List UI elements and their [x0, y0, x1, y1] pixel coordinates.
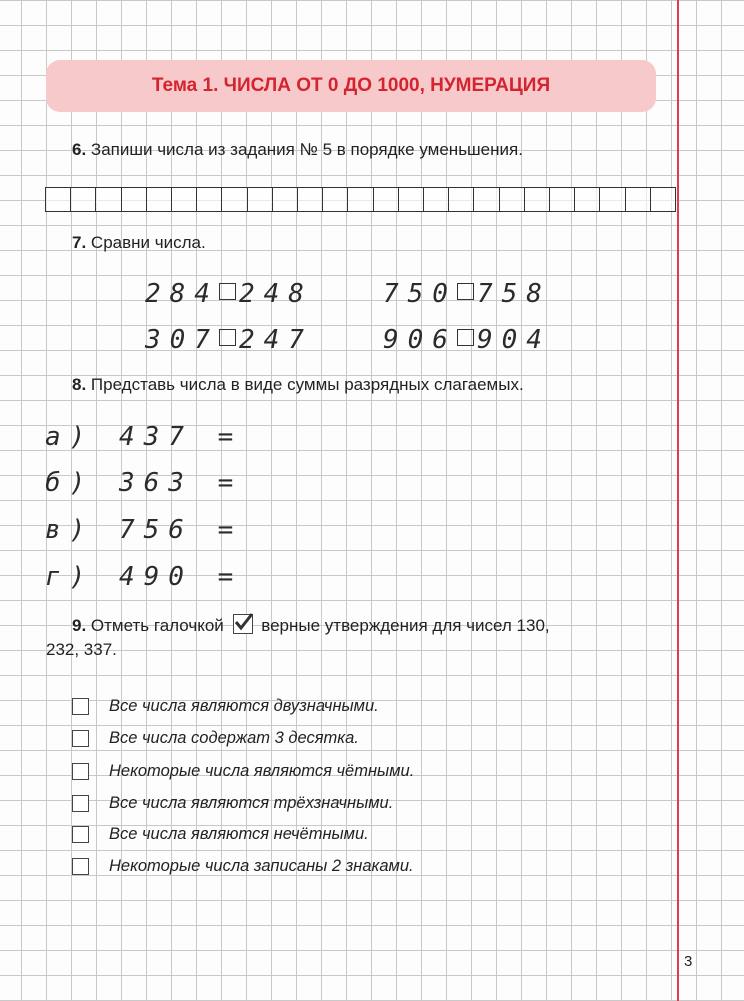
- statement-text: Все числа являются двузначными.: [109, 697, 379, 715]
- task-6-title: [72, 140, 523, 160]
- statement-row[interactable]: [72, 825, 369, 844]
- statement-checkbox[interactable]: [72, 795, 89, 812]
- statement-checkbox[interactable]: [72, 763, 89, 780]
- page-margin-line: [677, 0, 679, 1001]
- task-6-number: 6.: [72, 140, 87, 159]
- compare-right-number: 758: [476, 279, 551, 309]
- compare-right-number: 247: [238, 325, 313, 355]
- compare-pair-1: [145, 279, 313, 309]
- statement-checkbox[interactable]: [72, 826, 89, 843]
- expansion-item-b: б) 363 =: [45, 468, 243, 498]
- compare-pair-3: [145, 325, 313, 355]
- statement-checkbox[interactable]: [72, 698, 89, 715]
- task-7-number: 7.: [72, 233, 87, 252]
- statement-text: Все числа содержат 3 десятка.: [109, 729, 359, 747]
- task-9-text-before: Отметь галочкой: [90, 616, 224, 635]
- task-9-number: 9.: [72, 616, 87, 635]
- statement-row[interactable]: [72, 762, 414, 781]
- statement-row[interactable]: [72, 857, 414, 876]
- compare-left-number: 284: [145, 279, 219, 309]
- compare-sign-box[interactable]: [219, 283, 236, 300]
- compare-left-number: 307: [145, 325, 219, 355]
- compare-right-number: 248: [238, 279, 313, 309]
- task-9-title-line2: 232, 337.: [46, 640, 117, 659]
- answer-cells-row[interactable]: [46, 187, 676, 212]
- statement-text: Все числа являются трёхзначными.: [109, 794, 394, 812]
- page-number: 3: [684, 953, 693, 970]
- statement-row[interactable]: [72, 729, 359, 748]
- task-7-title: [72, 233, 206, 253]
- compare-sign-box[interactable]: [457, 283, 474, 300]
- compare-left-number: 750: [383, 279, 457, 309]
- statement-text: Все числа являются нечётными.: [109, 825, 369, 843]
- statement-checkbox[interactable]: [72, 858, 89, 875]
- expansion-item-v: в) 756 =: [45, 515, 243, 545]
- task-9-title: [72, 614, 550, 636]
- statement-row[interactable]: [72, 794, 393, 813]
- task-8-title: [72, 375, 524, 395]
- task-6-text: Запиши числа из задания № 5 в порядке уменьшения.: [90, 140, 523, 159]
- compare-pair-4: [383, 325, 551, 355]
- compare-pair-2: [383, 279, 551, 309]
- compare-right-number: 904: [476, 325, 551, 355]
- statement-text: Некоторые числа являются чётными.: [109, 762, 415, 780]
- statement-row[interactable]: [72, 697, 379, 716]
- statement-text: Некоторые числа записаны 2 знаками.: [109, 857, 414, 875]
- statement-checkbox[interactable]: [72, 730, 89, 747]
- expansion-item-g: г) 490 =: [45, 562, 243, 592]
- topic-banner: [46, 60, 656, 112]
- task-8-number: 8.: [72, 375, 87, 394]
- compare-sign-box[interactable]: [457, 329, 474, 346]
- topic-title: Тема 1. ЧИСЛА ОТ 0 ДО 1000, НУМЕРАЦИЯ: [151, 75, 551, 96]
- task-9-text-after: верные утверждения для чисел 130,: [261, 616, 550, 635]
- compare-sign-box[interactable]: [219, 329, 236, 346]
- expansion-item-a: а) 437 =: [45, 422, 243, 452]
- task-8-text: Представь числа в виде суммы разрядных слагаемых.: [90, 375, 524, 394]
- checkmark-icon: [233, 614, 253, 634]
- task-7-text: Сравни числа.: [90, 233, 206, 252]
- compare-left-number: 906: [383, 325, 457, 355]
